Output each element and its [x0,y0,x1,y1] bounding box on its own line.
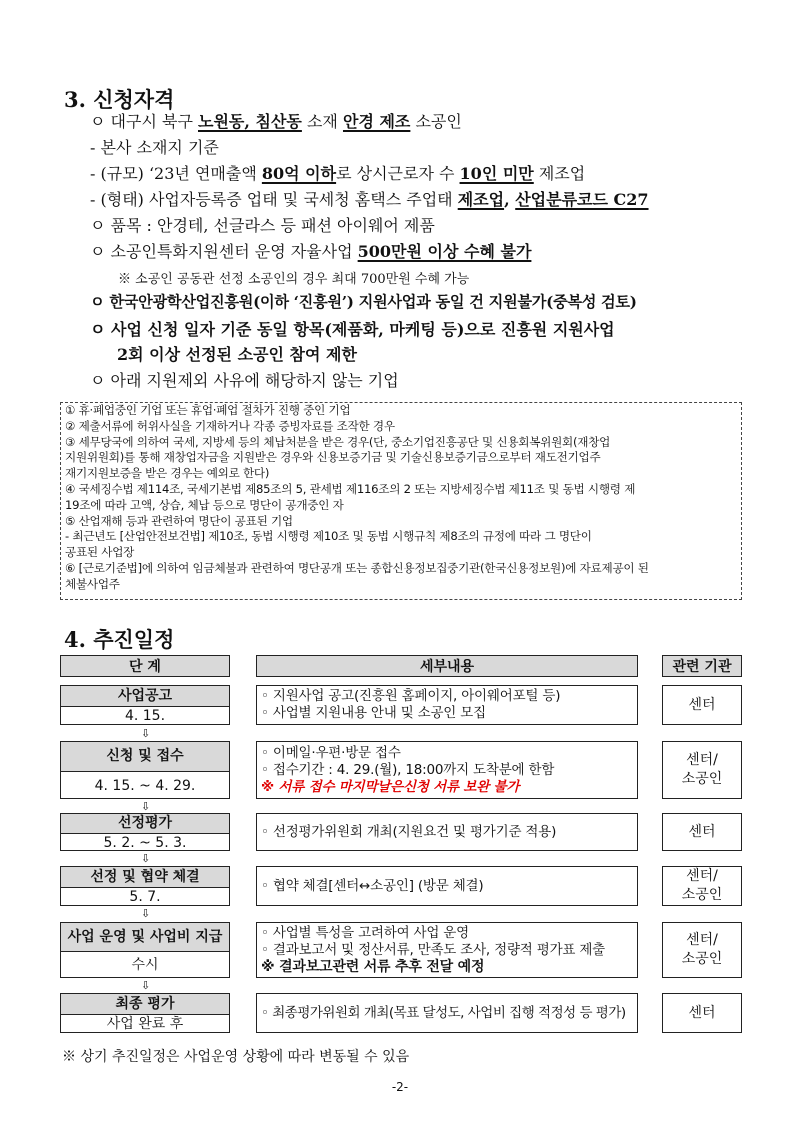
detail-line: ◦ 이메일·우편·방문 접수 [261,744,401,761]
detail-line: ◦ 협약 체결[센터↔소공인] (방문 체결) [261,877,484,894]
stage-date: 4. 15. ~ 4. 29. [61,771,229,801]
workers-highlight: 10인 미만 [459,164,534,183]
exclusion-line: 19조에 따라 고액, 상습, 체납 등으로 명단이 공개중인 자 [65,497,344,512]
eligibility-restriction: ㅇ 사업 신청 일자 기준 동일 항목(제품화, 마케팅 등)으로 진흥원 지원사업 [90,320,615,339]
detail-line: ◦ 사업별 지원내용 안내 및 소공인 모집 [261,705,486,721]
code-highlight: 산업분류코드 C27 [515,190,649,209]
exclusion-line: - 최근년도 [산업안전보건법] 제10조, 동법 시행령 제10조 및 동법 시행규칙 제8조의 규정에 따라 그 명단이 [65,529,592,544]
text: 제조업 [533,164,586,183]
stage-name: 최종 평가 [61,994,229,1014]
down-arrow-icon: ⇩ [141,727,151,740]
detail-line: ◦ 지원사업 공고(진흥원 홈페이지, 아이웨어포털 등) [261,688,561,704]
text: ㅇ 대구시 북구 [90,112,198,131]
limit-highlight: 500만원 이상 수혜 불가 [357,242,532,261]
text: , [504,190,516,209]
agency-text: 센터/ [686,932,718,948]
stage-announce [60,685,230,725]
exclusion-line: ⑥ [근로기준법]에 의하여 임금체불과 관련하여 명단공개 또는 종합신용정보집중기관(한국신용정보원)에 자료제공이 된 [65,560,649,575]
item-highlight: 안경 제조 [342,112,411,131]
type-highlight: 제조업 [457,190,505,209]
stage-name: 선정평가 [61,814,229,833]
eligibility-duplicate: ㅇ 한국안광학산업진흥원(이하 ‘진흥원’) 지원사업과 동일 건 지원불가(중복성 검토) [90,293,637,311]
text: 소재 [301,112,343,131]
stage-application [60,741,230,799]
agency-text: 센터/ [686,868,718,884]
stage-agency [662,922,742,978]
stage-date: 수시 [61,951,229,980]
down-arrow-icon: ⇩ [141,852,151,865]
exclusion-line: ① 휴·폐업중인 기업 또는 휴업·폐업 절차가 진행 중인 기업 [65,403,351,417]
stage-agency [662,741,742,799]
stage-name: 선정 및 협약 체결 [61,867,229,887]
stage-date: 4. 15. [61,706,229,727]
deadline-warning: ※ 서류 접수 마지막날은신청 서류 보완 불가 [261,778,520,795]
eligibility-exclusion-intro: ㅇ 아래 지원제외 사유에 해당하지 않는 기업 [90,371,399,390]
stage-details [256,866,638,906]
text: 소공인 [410,112,462,131]
report-note: ※ 결과보고관련 서류 추후 전달 예정 [261,958,485,975]
stage-agreement [60,866,230,906]
eligibility-type [90,188,649,212]
page-number: -2- [391,1080,409,1094]
detail-line: ◦ 최종평가위원회 개최(목표 달성도, 사업비 집행 적정성 등 평가) [261,1004,626,1021]
exclusion-line: ② 제출서류에 허위사실을 기재하거나 각종 증빙자료를 조작한 경우 [65,418,395,433]
exclusion-line: ④ 국세징수법 제114조, 국세기본법 제85조의 5, 관세법 제116조의 2 또는 지방세징수법 제11조 및 동법 시행령 제 [65,481,636,496]
schedule-footnote: ※ 상기 추진일정은 사업운영 상황에 따라 변동될 수 있음 [62,1049,410,1065]
stage-date: 사업 완료 후 [61,1014,229,1035]
header-stage: 단 계 [60,655,230,677]
section4-title: 4. 추진일정 [64,627,175,652]
detail-line: ◦ 선정평가위원회 개최(지원요건 및 평가기준 적용) [261,823,557,840]
agency-text: 소공인 [681,887,723,903]
header-agency: 관련 기관 [662,655,742,677]
exclusion-line: ③ 세무당국에 의하여 국세, 지방세 등의 체납처분을 받은 경우(단, 중소기업진흥공단 및 신용회복위원회(재창업 [65,434,611,449]
stage-agency [662,813,742,851]
stage-agency [662,866,742,906]
eligibility-region [90,110,462,134]
agency-text: 센터 [688,696,716,713]
down-arrow-icon: ⇩ [141,800,151,813]
agency-text: 센터 [688,1004,716,1021]
stage-agency [662,685,742,725]
text: 로 상시근로자 수 [336,164,460,183]
eligibility-limit [90,240,531,264]
stage-name: 사업공고 [61,686,229,706]
down-arrow-icon: ⇩ [141,907,151,920]
stage-evaluation [60,813,230,851]
text: ㅇ 소공인특화지원센터 운영 자율사업 [90,242,358,261]
agency-text: 소공인 [681,951,723,967]
exclusion-line: 공표된 사업장 [65,545,135,560]
stage-name: 신청 및 접수 [61,742,229,771]
stage-details [256,741,638,799]
eligibility-items: ㅇ 품목 : 안경테, 선글라스 등 패션 아이웨어 제품 [90,216,435,235]
exclusions-box [60,402,742,600]
stage-details [256,685,638,725]
agency-text: 센터/ [686,752,718,768]
header-details: 세부내용 [256,655,638,677]
stage-date: 5. 7. [61,887,229,908]
stage-operation [60,922,230,978]
text: - (규모) ‘23년 연매출액 [90,164,262,183]
eligibility-note: ※ 소공인 공동관 선정 소공인의 경우 최대 700만원 수혜 가능 [118,272,470,287]
stage-final [60,993,230,1033]
text: - (형태) 사업자등록증 업태 및 국세청 홈택스 주업태 [90,190,458,209]
sales-highlight: 80억 이하 [261,164,337,183]
stage-details [256,813,638,851]
exclusion-line: 지원위원회)를 통해 재창업자금을 지원받은 경우와 신용보증기금 및 기술신용보증기금으로부터 재도전기업주 [65,450,601,465]
exclusion-line: 재기지원보증을 받은 경우는 예외로 한다) [65,466,270,481]
down-arrow-icon: ⇩ [141,979,151,992]
section3-title: 3. 신청자격 [64,87,175,112]
detail-line: ◦ 결과보고서 및 정산서류, 만족도 조사, 정량적 평가표 제출 [261,941,606,958]
agency-text: 센터 [688,823,716,840]
stage-details [256,993,638,1033]
region-highlight: 노원동, 침산동 [198,112,302,131]
eligibility-hq: - 본사 소재지 기준 [90,138,219,157]
stage-date: 5. 2. ~ 5. 3. [61,833,229,853]
stage-agency [662,993,742,1033]
agency-text: 소공인 [681,771,723,787]
exclusion-line: 체불사업주 [65,576,120,591]
detail-line: ◦ 접수기간 : 4. 29.(월), 18:00까지 도착분에 한함 [261,761,555,778]
stage-details [256,922,638,978]
stage-name: 사업 운영 및 사업비 지급 [61,923,229,951]
detail-line: ◦ 사업별 특성을 고려하여 사업 운영 [261,924,469,941]
eligibility-size [90,162,585,186]
eligibility-restriction-cont: 2회 이상 선정된 소공인 참여 제한 [117,345,357,364]
exclusion-line: ⑤ 산업재해 등과 관련하여 명단이 공표된 기업 [65,513,293,528]
